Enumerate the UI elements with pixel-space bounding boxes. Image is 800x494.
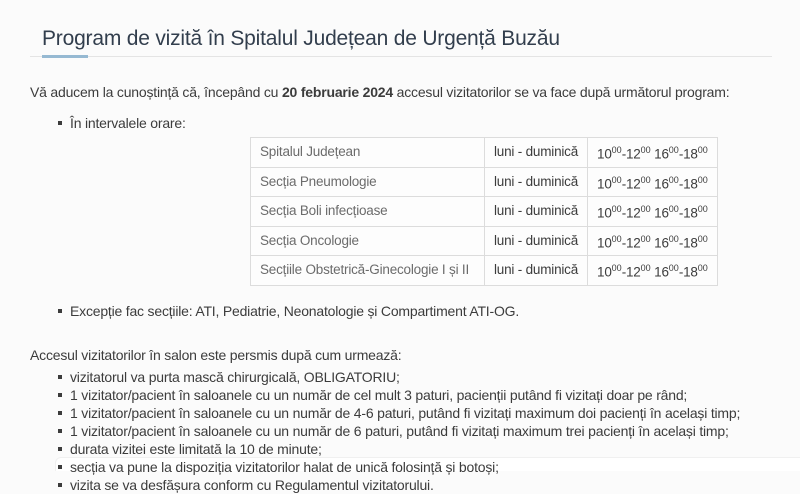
- schedule-intro-item: [58, 114, 772, 286]
- days-cell: luni - duminică: [485, 167, 588, 197]
- hours-superscript: 00: [640, 233, 651, 244]
- hours-superscript: 00: [697, 204, 708, 214]
- hours-superscript: 00: [611, 174, 622, 185]
- rule-item: vizitatorul va purta mască chirurgicală, OBLIGATORIU;: [58, 368, 772, 386]
- effective-date: 20 februarie 2024: [281, 84, 393, 100]
- table-row: [251, 256, 718, 286]
- hours-superscript: 00: [640, 174, 651, 185]
- hours-superscript: 00: [611, 233, 622, 244]
- schedule-intro-label: În intervalele orare:: [70, 115, 186, 131]
- hours-superscript: 00: [697, 263, 708, 273]
- days-cell: luni - duminică: [485, 138, 588, 168]
- table-row: [251, 197, 718, 227]
- hours-superscript: 00: [668, 263, 679, 273]
- table-row: [251, 167, 718, 197]
- title-underline: [30, 56, 772, 57]
- rule-item: secția va pune la dispoziția vizitatorilor halat de unică folosință și botoși;: [58, 458, 772, 476]
- intro-text-before: Vă aducem la cunoștință că, începând cu: [30, 84, 282, 100]
- hours-cell: $10^{00}-12^{00}$ $16^{00}-18^{00}$: [588, 197, 718, 227]
- rule-item: 1 vizitator/pacient în saloanele cu un număr de 6 paturi, putând fi vizitați maximum trei pacienți în același timp;: [58, 422, 772, 440]
- title-underline-accent: [42, 55, 88, 58]
- table-row: [251, 138, 718, 168]
- hours-superscript: 00: [668, 174, 679, 185]
- hours-superscript: 00: [668, 233, 679, 244]
- rule-item: vizita se va desfășura conform cu Regulamentul vizitatorului.: [58, 476, 772, 494]
- hours-superscript: 00: [640, 145, 651, 155]
- hours-superscript: 00: [640, 263, 651, 273]
- section-cell: Secțiile Obstetrică-Ginecologie I și II: [251, 256, 485, 286]
- hours-superscript: 00: [697, 174, 708, 185]
- rule-item: 1 vizitator/pacient în saloanele cu un număr de cel mult 3 paturi, pacienții putând fi vizitați doar pe rând;: [58, 386, 772, 404]
- access-heading: Accesul vizitatorilor în salon este persmis după cum urmează:: [30, 346, 402, 363]
- days-cell: luni - duminică: [485, 226, 588, 256]
- hours-superscript: 00: [640, 204, 651, 214]
- rule-item: 1 vizitator/pacient în saloanele cu un număr de 4-6 paturi, putând fi vizitați maximum doi pacienți în același timp;: [58, 404, 772, 422]
- hours-cell: $10^{00}-12^{00}$ $16^{00}-18^{00}$: [588, 167, 718, 197]
- intro-text-after: accesul vizitatorilor se va face după următorul program:: [392, 84, 730, 100]
- hours-superscript: 00: [668, 204, 679, 214]
- exception-item: Excepție fac secțiile: ATI, Pediatrie, Neonatologie și Compartiment ATI-OG.: [58, 302, 772, 320]
- hours-cell: $10^{00}-12^{00}$ $16^{00}-18^{00}$: [588, 138, 718, 168]
- hours-superscript: 00: [697, 145, 708, 155]
- rules-list: [30, 368, 772, 494]
- visiting-hours-table-body: [251, 138, 718, 286]
- section-cell: Secția Oncologie: [251, 226, 485, 256]
- hours-superscript: 00: [611, 145, 622, 155]
- section-cell: Secția Pneumologie: [251, 167, 485, 197]
- section-cell: Secția Boli infecțioase: [251, 197, 485, 227]
- schedule-list: [30, 114, 772, 320]
- hours-superscript: 00: [697, 233, 708, 244]
- page-title: Program de vizită în Spitalul Județean de Urgență Buzău: [42, 27, 560, 50]
- table-row: [251, 226, 718, 256]
- section-cell: Spitalul Județean: [251, 138, 485, 168]
- days-cell: luni - duminică: [485, 197, 588, 227]
- visiting-hours-table: [250, 137, 718, 286]
- hours-superscript: 00: [611, 263, 622, 273]
- rule-item: durata vizitei este limitată la 10 de minute;: [58, 440, 772, 458]
- intro-paragraph: [30, 83, 772, 101]
- hours-superscript: 00: [668, 145, 679, 155]
- hours-cell: $10^{00}-12^{00}$ $16^{00}-18^{00}$: [588, 256, 718, 286]
- hours-superscript: 00: [611, 204, 622, 214]
- days-cell: luni - duminică: [485, 256, 588, 286]
- hours-cell: $10^{00}-12^{00}$ $16^{00}-18^{00}$: [588, 226, 718, 256]
